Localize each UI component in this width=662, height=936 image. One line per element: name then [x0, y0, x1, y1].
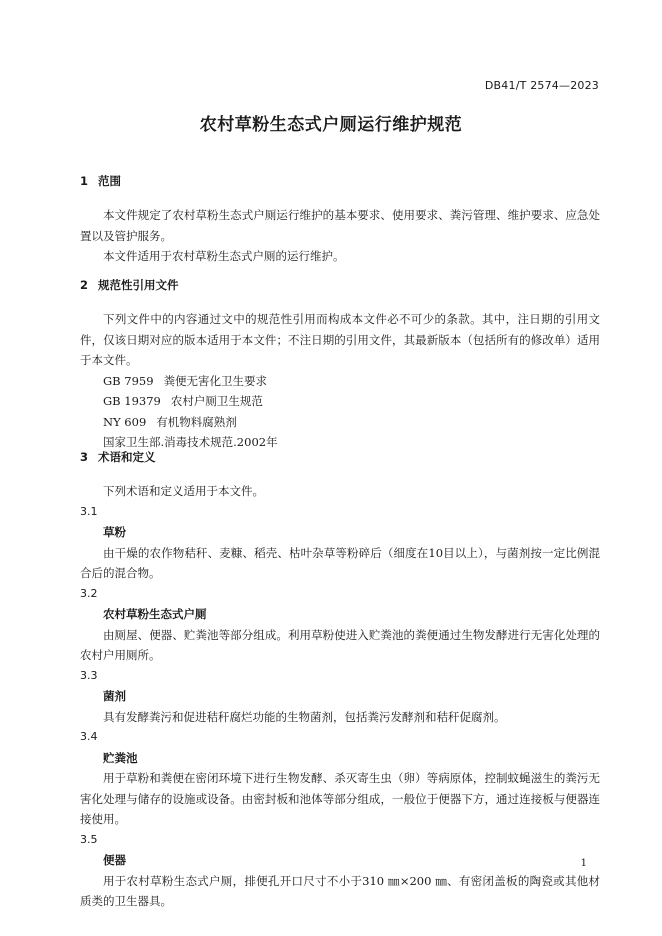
section-number: 2	[80, 278, 89, 292]
term-name: 贮粪池	[103, 750, 138, 765]
reference-name: 有机物料腐熟剂	[156, 414, 237, 429]
reference-item	[80, 371, 600, 392]
section-number: 1	[80, 174, 89, 188]
term-definition: 用于农村草粉生态式户厕，排便孔开口尺寸不小于310 ㎜×200 ㎜、有密闭盖板的陶瓷或其他材质类的卫生器具。	[80, 873, 600, 908]
term-number: 3.1	[80, 504, 98, 518]
document-code: DB41/T 2574—2023	[484, 79, 599, 92]
section-title: 规范性引用文件	[98, 278, 179, 292]
section-2-body	[80, 309, 600, 453]
term-name: 便器	[103, 853, 126, 867]
term-number: 3.4	[80, 730, 98, 743]
term-number: 3.5	[80, 832, 98, 846]
reference-item	[80, 391, 600, 412]
reference-name: 粪便无害化卫生要求	[163, 373, 268, 388]
term-number: 3.3	[80, 668, 98, 682]
reference-item	[80, 412, 600, 433]
term-definition: 用于草粉和粪便在密闭环境下进行生物发酵、杀灭寄生虫（卵）等病原体，控制蚊蝇滋生的粪污无害化处理与储存的设施或设备。由密封板和池体等部分组成，一般位于便器下方，通过连接板与便器连接使用。	[80, 771, 600, 826]
term-definition: 由厕屋、便器、贮粪池等部分组成。利用草粉使进入贮粪池的粪便通过生物发酵进行无害化处理的农村户用厕所。	[80, 627, 600, 662]
section-number: 3	[80, 450, 89, 464]
term-name: 菌剂	[103, 689, 126, 703]
page-number: 1	[580, 858, 587, 869]
term-number: 3.2	[80, 586, 98, 600]
paragraph: 下列文件中的内容通过文中的规范性引用而构成本文件必不可少的条款。其中，注日期的引用文件，仅该日期对应的版本适用于本文件；不注日期的引用文件，其最新版本（包括所有的修改单）适用于本文件。	[80, 312, 600, 367]
term-name: 草粉	[103, 525, 126, 539]
section-3-body	[80, 481, 600, 912]
paragraph: 本文件规定了农村草粉生态式户厕运行维护的基本要求、使用要求、粪污管理、维护要求、应急处置以及管护服务。	[80, 208, 600, 243]
reference-code: NY 609	[103, 414, 147, 429]
paragraph: 本文件适用于农村草粉生态式户厕的运行维护。	[103, 249, 345, 263]
section-title: 范围	[98, 174, 121, 188]
reference-code: GB 19379	[103, 394, 161, 408]
term-name: 农村草粉生态式户厕	[103, 607, 207, 621]
reference-name: 农村户厕卫生规范	[170, 394, 263, 408]
term-definition: 具有发酵粪污和促进秸秆腐烂功能的生物菌剂，包括粪污发酵剂和秸秆促腐剂。	[103, 709, 506, 724]
document-title: 农村草粉生态式户厕运行维护规范	[199, 115, 463, 135]
reference-name: 国家卫生部.消毒技术规范.2002年	[103, 435, 278, 449]
reference-code: GB 7959	[103, 373, 154, 388]
section-title: 术语和定义	[98, 450, 156, 464]
paragraph: 下列术语和定义适用于本文件。	[103, 484, 264, 498]
section-2-heading	[80, 275, 600, 296]
section-1-body	[80, 205, 600, 267]
term-definition: 由干燥的农作物秸秆、麦糠、稻壳、枯叶杂草等粉碎后（细度在10目以上），与菌剂按一定比例混合后的混合物。	[80, 545, 600, 580]
section-1-heading	[80, 171, 600, 192]
section-3-heading	[80, 447, 600, 468]
